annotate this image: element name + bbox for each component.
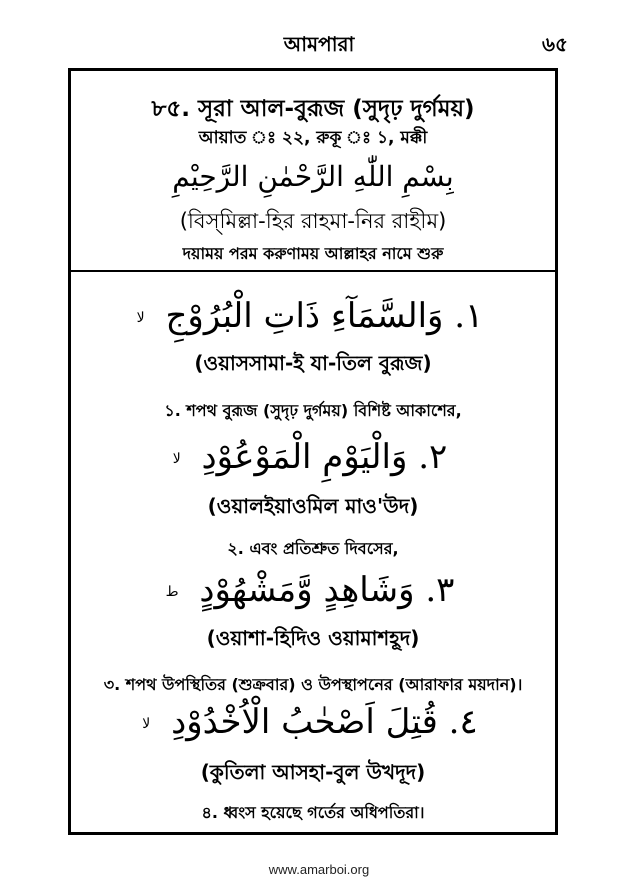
stop-mark: لا [136,310,145,326]
verse-arabic [130,296,490,336]
verse-transliteration: (ওয়ালইয়াওমিল মাও'উদ) [207,494,419,518]
verse-arabic-text: ٤. قُتِلَ اَصْحٰبُ الْاُخْدُوْدِ [171,702,478,742]
stop-mark: لا [172,451,181,467]
verse-translation: ২. এবং প্রতিশ্রুত দিবসের, [227,539,399,558]
page-number: ৬৫ [542,32,568,56]
verse-translation: ৪. ধ্বংস হয়েছে গর্তের অধিপতিরা। [201,803,425,822]
footer-url: www.amarboi.org [268,862,370,877]
verse-arabic [130,570,490,610]
verse-arabic [130,702,490,742]
verse-arabic [130,437,490,477]
verse-translation: ৩. শপথ উপস্থিতির (শুক্রবার) ও উপস্থাপনের (আরাফার ময়দান)। [103,675,523,694]
verse-transliteration: (ওয়াসসামা-ই যা-তিল বুরূজ) [194,351,432,375]
basmala-arabic: بِسْمِ اللّٰهِ الرَّحْمٰنِ الرَّحِيْمِ [172,160,454,193]
verse-transliteration: (ওয়াশা-হিদিও ওয়ামাশহূদ) [206,626,420,650]
verse-arabic-text: ١. وَالسَّمَآءِ ذَاتِ الْبُرُوْجِ [165,296,484,336]
verse-arabic-text: ٣. وَشَاهِدٍ وَّمَشْهُوْدٍ [199,570,455,610]
surah-title: ৮৫. সূরা আল-বুরূজ (সুদৃঢ় দুর্গময়) [151,96,475,122]
running-header [70,30,568,56]
basmala-translation: দয়াময় পরম করুণাময় আল্লাহর নামে শুরু [182,244,444,263]
running-title: আমপারা [283,32,355,56]
surah-meta: আয়াত ঃ ২২, রুকূ ঃ ১, মক্কী [198,128,428,148]
stop-mark: لا [142,716,151,732]
basmala-transliteration: (বিস্‌মিল্লা-হির রাহমা-নির রাহীম) [179,209,447,233]
section-divider [68,270,558,272]
verse-translation: ১. শপথ বুরূজ (সুদৃঢ় দুর্গময়) বিশিষ্ট আকাশের, [164,401,462,420]
stop-mark: ط [165,584,179,600]
verse-arabic-text: ٢. وَالْيَوْمِ الْمَوْعُوْدِ [201,437,448,477]
verse-transliteration: (কুতিলা আসহা-বুল উখদূদ) [200,760,426,784]
